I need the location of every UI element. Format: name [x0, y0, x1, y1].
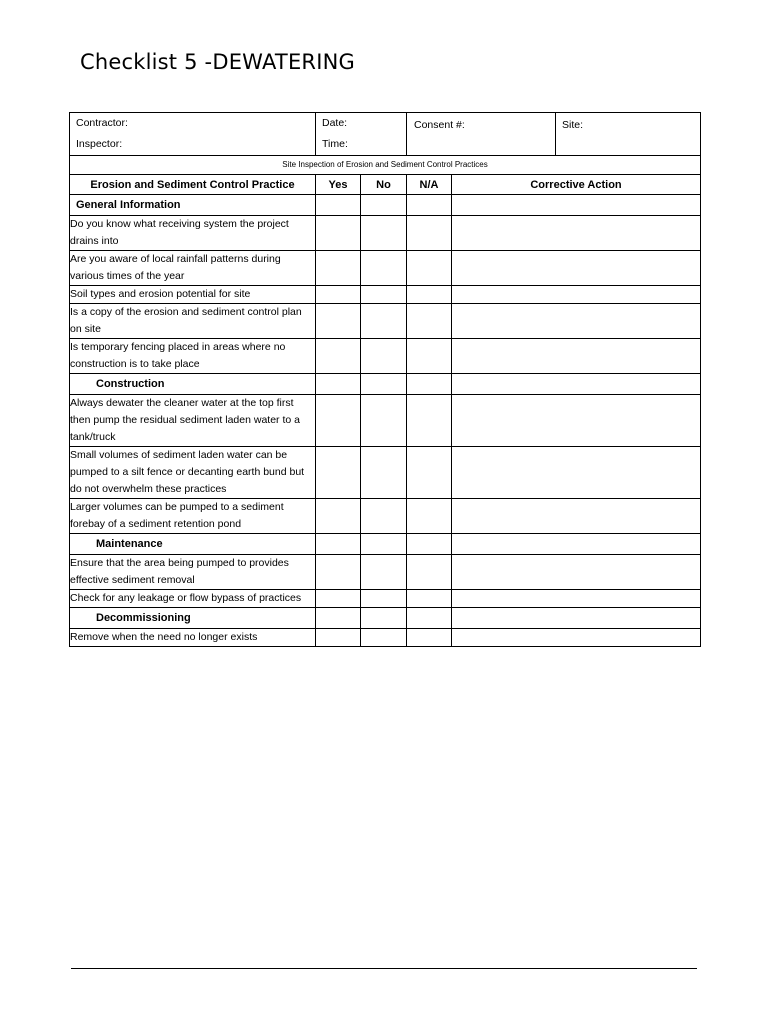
- yes-cell[interactable]: [316, 286, 361, 304]
- yes-cell[interactable]: [316, 555, 361, 590]
- section-general: General Information: [70, 195, 316, 216]
- yes-cell[interactable]: [316, 447, 361, 499]
- action-cell[interactable]: [452, 534, 701, 555]
- consent-field[interactable]: Consent #:: [414, 119, 465, 131]
- col-na: N/A: [407, 175, 452, 195]
- action-cell[interactable]: [452, 555, 701, 590]
- na-cell[interactable]: [407, 304, 452, 339]
- action-cell[interactable]: [452, 499, 701, 534]
- action-cell[interactable]: [452, 447, 701, 499]
- yes-cell[interactable]: [316, 339, 361, 374]
- item-text: Always dewater the cleaner water at the top first then pump the residual sediment laden water to a tank/truck: [70, 395, 316, 447]
- yes-cell[interactable]: [316, 590, 361, 608]
- na-cell[interactable]: [407, 499, 452, 534]
- no-cell[interactable]: [361, 286, 407, 304]
- header-info-row: [70, 113, 701, 156]
- na-cell[interactable]: [407, 629, 452, 647]
- col-practice: Erosion and Sediment Control Practice: [70, 175, 316, 195]
- no-cell[interactable]: [361, 447, 407, 499]
- no-cell[interactable]: [361, 216, 407, 251]
- checklist-row: [70, 286, 701, 304]
- action-cell[interactable]: [452, 374, 701, 395]
- yes-cell[interactable]: [316, 499, 361, 534]
- action-cell[interactable]: [452, 286, 701, 304]
- subheader: Site Inspection of Erosion and Sediment Control Practices: [70, 156, 701, 175]
- no-cell[interactable]: [361, 590, 407, 608]
- contractor-inspector-cell: [70, 113, 316, 156]
- yes-cell[interactable]: [316, 534, 361, 555]
- action-cell[interactable]: [452, 608, 701, 629]
- item-text: Is a copy of the erosion and sediment control plan on site: [70, 304, 316, 339]
- checklist-table: [69, 112, 701, 647]
- site-field[interactable]: Site:: [562, 119, 584, 131]
- yes-cell[interactable]: [316, 216, 361, 251]
- col-no: No: [361, 175, 407, 195]
- item-text: Are you aware of local rainfall patterns during various times of the year: [70, 251, 316, 286]
- item-text: Ensure that the area being pumped to provides effective sediment removal: [70, 555, 316, 590]
- na-cell[interactable]: [407, 286, 452, 304]
- yes-cell[interactable]: [316, 304, 361, 339]
- item-text: Soil types and erosion potential for site: [70, 286, 316, 304]
- action-cell[interactable]: [452, 216, 701, 251]
- na-cell[interactable]: [407, 608, 452, 629]
- section-construction-row: [70, 374, 701, 395]
- col-corrective-action: Corrective Action: [452, 175, 701, 195]
- contractor-field[interactable]: Contractor:: [76, 117, 128, 129]
- yes-cell[interactable]: [316, 374, 361, 395]
- item-text: Is temporary fencing placed in areas where no construction is to take place: [70, 339, 316, 374]
- date-time-cell: [316, 113, 407, 156]
- checklist-row: [70, 629, 701, 647]
- na-cell[interactable]: [407, 447, 452, 499]
- yes-cell[interactable]: [316, 629, 361, 647]
- item-text: Remove when the need no longer exists: [70, 629, 316, 647]
- na-cell[interactable]: [407, 534, 452, 555]
- no-cell[interactable]: [361, 374, 407, 395]
- no-cell[interactable]: [361, 251, 407, 286]
- checklist-row: [70, 216, 701, 251]
- no-cell[interactable]: [361, 395, 407, 447]
- no-cell[interactable]: [361, 339, 407, 374]
- inspector-field[interactable]: Inspector:: [76, 138, 123, 150]
- no-cell[interactable]: [361, 629, 407, 647]
- no-cell[interactable]: [361, 304, 407, 339]
- subheader-row: [70, 156, 701, 175]
- checklist-row: [70, 395, 701, 447]
- no-cell[interactable]: [361, 195, 407, 216]
- consent-site-cell: [407, 113, 701, 156]
- action-cell[interactable]: [452, 395, 701, 447]
- no-cell[interactable]: [361, 608, 407, 629]
- yes-cell[interactable]: [316, 195, 361, 216]
- date-field[interactable]: Date:: [322, 117, 348, 129]
- item-text: Check for any leakage or flow bypass of practices: [70, 590, 316, 608]
- no-cell[interactable]: [361, 534, 407, 555]
- time-field[interactable]: Time:: [322, 138, 348, 150]
- na-cell[interactable]: [407, 374, 452, 395]
- section-construction: Construction: [70, 374, 316, 395]
- section-maintenance-row: [70, 534, 701, 555]
- checklist-row: [70, 251, 701, 286]
- checklist-row: [70, 590, 701, 608]
- na-cell[interactable]: [407, 195, 452, 216]
- na-cell[interactable]: [407, 590, 452, 608]
- col-yes: Yes: [316, 175, 361, 195]
- section-decommissioning: Decommissioning: [70, 608, 316, 629]
- item-text: Do you know what receiving system the project drains into: [70, 216, 316, 251]
- checklist-row: [70, 339, 701, 374]
- checklist-row: [70, 447, 701, 499]
- no-cell[interactable]: [361, 555, 407, 590]
- na-cell[interactable]: [407, 555, 452, 590]
- na-cell[interactable]: [407, 216, 452, 251]
- action-cell[interactable]: [452, 629, 701, 647]
- checklist-row: [70, 304, 701, 339]
- action-cell[interactable]: [452, 251, 701, 286]
- item-text: Small volumes of sediment laden water can be pumped to a silt fence or decanting earth bund but do not overwhelm these practices: [70, 447, 316, 499]
- item-text: Larger volumes can be pumped to a sediment forebay of a sediment retention pond: [70, 499, 316, 534]
- action-cell[interactable]: [452, 195, 701, 216]
- footer-divider: [71, 968, 697, 969]
- no-cell[interactable]: [361, 499, 407, 534]
- checklist-row: [70, 555, 701, 590]
- action-cell[interactable]: [452, 339, 701, 374]
- action-cell[interactable]: [452, 590, 701, 608]
- yes-cell[interactable]: [316, 608, 361, 629]
- yes-cell[interactable]: [316, 251, 361, 286]
- yes-cell[interactable]: [316, 395, 361, 447]
- section-decommissioning-row: [70, 608, 701, 629]
- page-title: Checklist 5 -DEWATERING: [80, 50, 355, 74]
- na-cell[interactable]: [407, 251, 452, 286]
- na-cell[interactable]: [407, 395, 452, 447]
- action-cell[interactable]: [452, 304, 701, 339]
- na-cell[interactable]: [407, 339, 452, 374]
- checklist-row: [70, 499, 701, 534]
- section-general-row: [70, 195, 701, 216]
- section-maintenance: Maintenance: [70, 534, 316, 555]
- column-header-row: [70, 175, 701, 195]
